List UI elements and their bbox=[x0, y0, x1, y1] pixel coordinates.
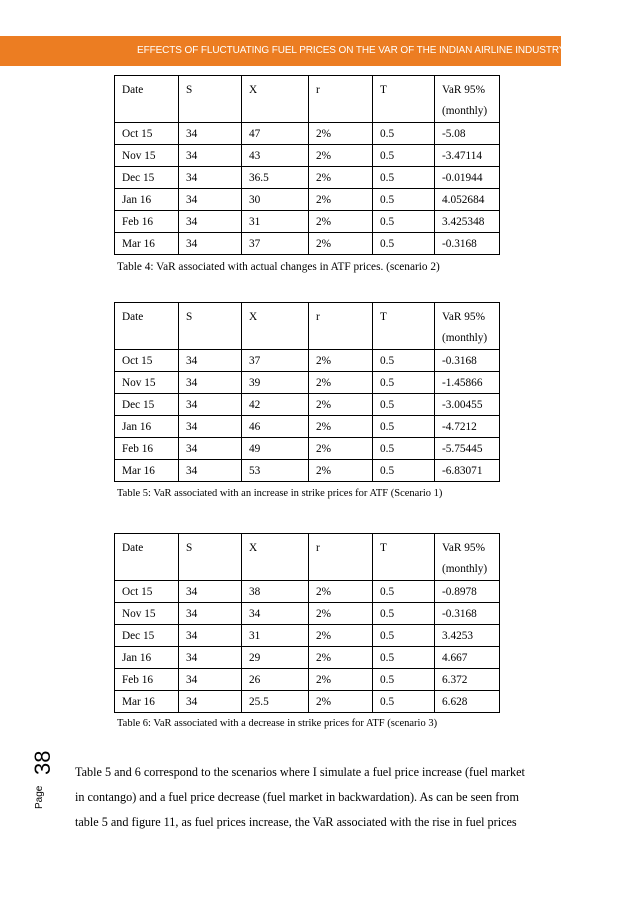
table-cell: 2% bbox=[309, 416, 373, 438]
header-x: X bbox=[242, 76, 309, 123]
table-row bbox=[115, 460, 500, 482]
header-s: S bbox=[179, 76, 242, 123]
table-cell: 34 bbox=[179, 123, 242, 145]
table-cell: Jan 16 bbox=[115, 189, 179, 211]
table-cell: 34 bbox=[179, 603, 242, 625]
table-cell: 34 bbox=[179, 372, 242, 394]
table-cell: 0.5 bbox=[373, 691, 435, 713]
table-cell: -0.3168 bbox=[435, 233, 500, 255]
table-cell: 34 bbox=[179, 394, 242, 416]
table-5 bbox=[114, 302, 500, 482]
page-number-value: 38 bbox=[30, 750, 55, 775]
table-row bbox=[115, 145, 500, 167]
table-header-row bbox=[115, 303, 500, 350]
table-cell: Nov 15 bbox=[115, 145, 179, 167]
table-cell: 6.628 bbox=[435, 691, 500, 713]
header-var: VaR 95% (monthly) bbox=[435, 534, 500, 581]
table-4 bbox=[114, 75, 500, 255]
table-cell: 0.5 bbox=[373, 350, 435, 372]
table-cell: Dec 15 bbox=[115, 625, 179, 647]
table-cell: 0.5 bbox=[373, 416, 435, 438]
table-row bbox=[115, 669, 500, 691]
table-cell: 2% bbox=[309, 647, 373, 669]
body-line-2: in contango) and a fuel price decrease (fuel market in backwardation). As can be seen from bbox=[75, 790, 519, 804]
table-row bbox=[115, 233, 500, 255]
table-cell: Oct 15 bbox=[115, 123, 179, 145]
table-cell: -3.00455 bbox=[435, 394, 500, 416]
table-cell: 0.5 bbox=[373, 189, 435, 211]
table-cell: 2% bbox=[309, 189, 373, 211]
table-cell: 30 bbox=[242, 189, 309, 211]
table-cell: 34 bbox=[179, 350, 242, 372]
table-cell: 0.5 bbox=[373, 460, 435, 482]
table-6-caption: Table 6: VaR associated with a decrease in strike prices for ATF (scenario 3) bbox=[117, 718, 438, 729]
table-cell: 34 bbox=[179, 669, 242, 691]
table-cell: -0.3168 bbox=[435, 350, 500, 372]
table-cell: Mar 16 bbox=[115, 691, 179, 713]
table-cell: Oct 15 bbox=[115, 350, 179, 372]
table-row bbox=[115, 372, 500, 394]
header-r: r bbox=[309, 303, 373, 350]
table-cell: 2% bbox=[309, 581, 373, 603]
table-cell: 0.5 bbox=[373, 625, 435, 647]
table-cell: 34 bbox=[179, 691, 242, 713]
table-cell: -0.3168 bbox=[435, 603, 500, 625]
table-cell: 2% bbox=[309, 625, 373, 647]
table-cell: Mar 16 bbox=[115, 233, 179, 255]
table-cell: 0.5 bbox=[373, 233, 435, 255]
table-cell: -6.83071 bbox=[435, 460, 500, 482]
table-row bbox=[115, 603, 500, 625]
table-cell: Jan 16 bbox=[115, 647, 179, 669]
table-cell: 2% bbox=[309, 167, 373, 189]
table-cell: 29 bbox=[242, 647, 309, 669]
table-cell: Dec 15 bbox=[115, 167, 179, 189]
table-cell: 34 bbox=[179, 145, 242, 167]
table-cell: 31 bbox=[242, 211, 309, 233]
table-cell: 4.667 bbox=[435, 647, 500, 669]
table-cell: 37 bbox=[242, 350, 309, 372]
table-cell: 37 bbox=[242, 233, 309, 255]
header-var: VaR 95% (monthly) bbox=[435, 76, 500, 123]
page-number bbox=[6, 750, 55, 817]
table-cell: 36.5 bbox=[242, 167, 309, 189]
body-line-1: Table 5 and 6 correspond to the scenarios where I simulate a fuel price increase (fuel market bbox=[75, 765, 525, 779]
table-cell: 2% bbox=[309, 211, 373, 233]
header-x: X bbox=[242, 534, 309, 581]
table-4-caption: Table 4: VaR associated with actual changes in ATF prices. (scenario 2) bbox=[117, 261, 440, 273]
table-row bbox=[115, 625, 500, 647]
header-date: Date bbox=[115, 534, 179, 581]
table-6 bbox=[114, 533, 500, 713]
table-cell: 2% bbox=[309, 603, 373, 625]
table-cell: 0.5 bbox=[373, 581, 435, 603]
table-cell: 34 bbox=[179, 416, 242, 438]
table-cell: 46 bbox=[242, 416, 309, 438]
header-t: T bbox=[373, 534, 435, 581]
table-cell: -4.7212 bbox=[435, 416, 500, 438]
table-cell: 34 bbox=[179, 189, 242, 211]
table-row bbox=[115, 647, 500, 669]
header-var: VaR 95% (monthly) bbox=[435, 303, 500, 350]
table-row bbox=[115, 581, 500, 603]
table-cell: 6.372 bbox=[435, 669, 500, 691]
table-cell: 34 bbox=[242, 603, 309, 625]
table-cell: 2% bbox=[309, 669, 373, 691]
table-cell: 2% bbox=[309, 438, 373, 460]
table-cell: 34 bbox=[179, 438, 242, 460]
table-cell: 2% bbox=[309, 123, 373, 145]
table-cell: Mar 16 bbox=[115, 460, 179, 482]
table-row bbox=[115, 167, 500, 189]
table-cell: -1.45866 bbox=[435, 372, 500, 394]
table-cell: -0.01944 bbox=[435, 167, 500, 189]
table-cell: 47 bbox=[242, 123, 309, 145]
table-5-caption: Table 5: VaR associated with an increase in strike prices for ATF (Scenario 1) bbox=[117, 488, 443, 499]
table-cell: 42 bbox=[242, 394, 309, 416]
table-cell: 0.5 bbox=[373, 647, 435, 669]
table-cell: -5.08 bbox=[435, 123, 500, 145]
table-cell: 0.5 bbox=[373, 211, 435, 233]
table-cell: Nov 15 bbox=[115, 603, 179, 625]
table-row bbox=[115, 416, 500, 438]
body-line-3: table 5 and figure 11, as fuel prices increase, the VaR associated with the rise in fuel prices bbox=[75, 815, 517, 829]
table-cell: 34 bbox=[179, 167, 242, 189]
table-cell: 4.052684 bbox=[435, 189, 500, 211]
table-cell: 49 bbox=[242, 438, 309, 460]
table-row bbox=[115, 394, 500, 416]
table-cell: Jan 16 bbox=[115, 416, 179, 438]
table-cell: Oct 15 bbox=[115, 581, 179, 603]
table-cell: 31 bbox=[242, 625, 309, 647]
table-cell: -0.8978 bbox=[435, 581, 500, 603]
table-cell: 2% bbox=[309, 350, 373, 372]
table-cell: 43 bbox=[242, 145, 309, 167]
table-row bbox=[115, 691, 500, 713]
header-r: r bbox=[309, 534, 373, 581]
table-row bbox=[115, 350, 500, 372]
table-cell: 3.425348 bbox=[435, 211, 500, 233]
table-cell: 0.5 bbox=[373, 167, 435, 189]
table-cell: 34 bbox=[179, 647, 242, 669]
table-cell: 2% bbox=[309, 233, 373, 255]
table-cell: 0.5 bbox=[373, 438, 435, 460]
header-s: S bbox=[179, 534, 242, 581]
table-cell: -5.75445 bbox=[435, 438, 500, 460]
table-cell: -3.47114 bbox=[435, 145, 500, 167]
table-row bbox=[115, 438, 500, 460]
header-title: EFFECTS OF FLUCTUATING FUEL PRICES ON THE VAR OF THE INDIAN AIRLINE INDUSTRY bbox=[137, 45, 566, 56]
table-cell: 53 bbox=[242, 460, 309, 482]
table-cell: Dec 15 bbox=[115, 394, 179, 416]
table-cell: 2% bbox=[309, 145, 373, 167]
table-cell: 34 bbox=[179, 625, 242, 647]
table-cell: 34 bbox=[179, 211, 242, 233]
table-cell: Feb 16 bbox=[115, 211, 179, 233]
page-label: Page bbox=[34, 785, 45, 809]
table-header-row bbox=[115, 534, 500, 581]
table-cell: 34 bbox=[179, 460, 242, 482]
header-t: T bbox=[373, 303, 435, 350]
table-cell: 26 bbox=[242, 669, 309, 691]
table-row bbox=[115, 211, 500, 233]
header-banner bbox=[0, 36, 566, 66]
table-cell: 2% bbox=[309, 691, 373, 713]
header-date: Date bbox=[115, 303, 179, 350]
table-cell: 34 bbox=[179, 233, 242, 255]
table-row bbox=[115, 123, 500, 145]
table-cell: 0.5 bbox=[373, 603, 435, 625]
table-cell: 2% bbox=[309, 460, 373, 482]
table-cell: Nov 15 bbox=[115, 372, 179, 394]
table-cell: Feb 16 bbox=[115, 438, 179, 460]
table-header-row bbox=[115, 76, 500, 123]
table-cell: 25.5 bbox=[242, 691, 309, 713]
table-row bbox=[115, 189, 500, 211]
table-cell: 0.5 bbox=[373, 372, 435, 394]
table-cell: 39 bbox=[242, 372, 309, 394]
table-cell: 2% bbox=[309, 372, 373, 394]
table-cell: 34 bbox=[179, 581, 242, 603]
table-cell: 2% bbox=[309, 394, 373, 416]
header-t: T bbox=[373, 76, 435, 123]
table-cell: 38 bbox=[242, 581, 309, 603]
table-cell: 0.5 bbox=[373, 394, 435, 416]
table-cell: 0.5 bbox=[373, 669, 435, 691]
header-s: S bbox=[179, 303, 242, 350]
header-date: Date bbox=[115, 76, 179, 123]
table-cell: Feb 16 bbox=[115, 669, 179, 691]
header-r: r bbox=[309, 76, 373, 123]
table-cell: 0.5 bbox=[373, 145, 435, 167]
table-cell: 0.5 bbox=[373, 123, 435, 145]
table-cell: 3.4253 bbox=[435, 625, 500, 647]
header-x: X bbox=[242, 303, 309, 350]
